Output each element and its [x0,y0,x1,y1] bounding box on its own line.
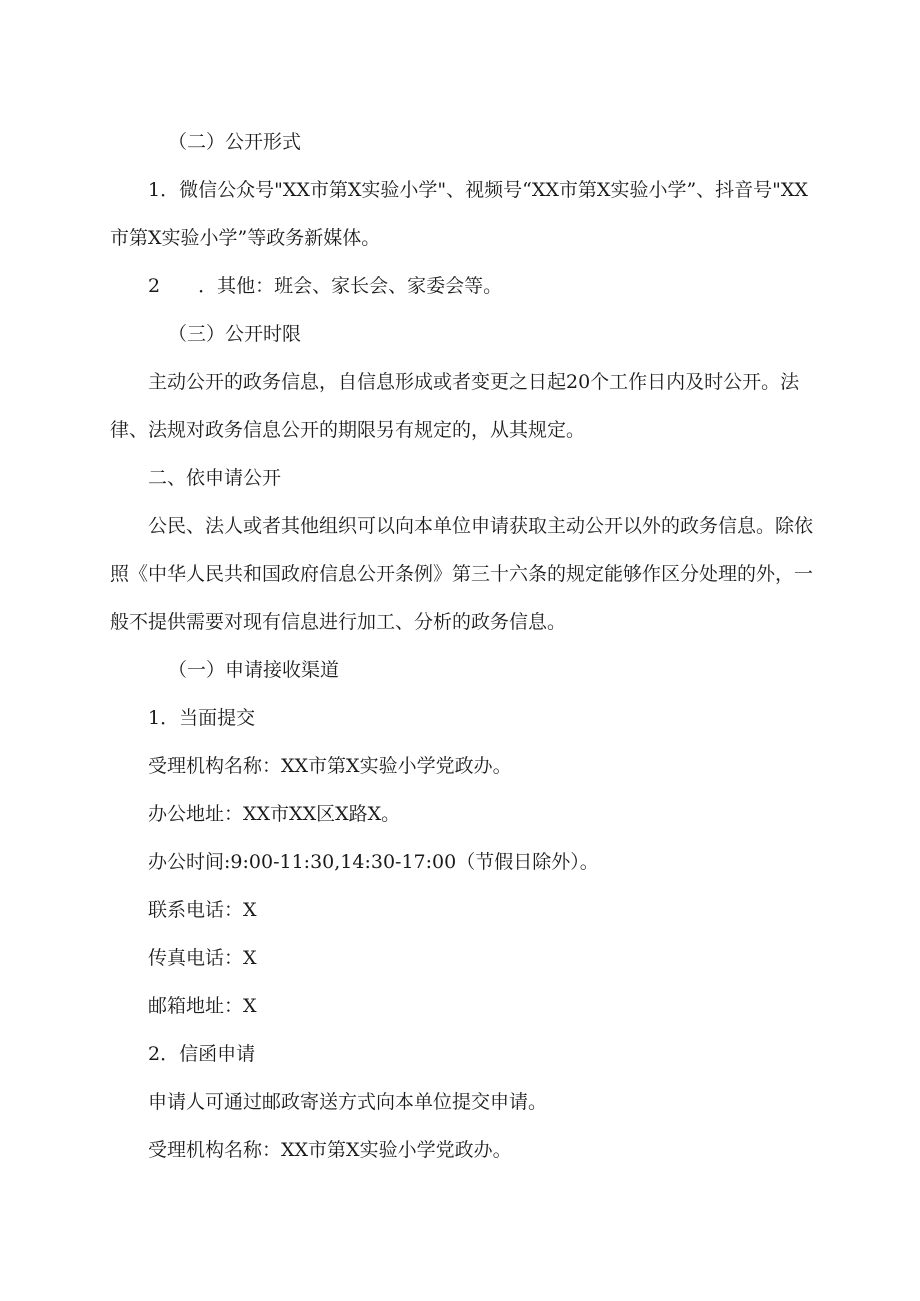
heading-application-channels: （一）申请接收渠道 [168,659,340,681]
heading-public-form: （二）公开形式 [168,131,302,153]
email-address: 邮箱地址：X [148,995,257,1017]
heading-public-time-limit: （三）公开时限 [168,323,302,345]
paragraph-time-limit: 主动公开的政务信息，自信息形成或者变更之日起20个工作日内及时公开。法律、法规对政务信息公开的期限另有规定的，从其规定。 [110,371,800,441]
office-address: 办公地址：XX市XX区X路X。 [148,803,401,825]
item-letter: 2．信函申请 [148,1043,256,1065]
item-wechat-channels: 1．微信公众号"XX市第X实验小学"、视频号“XX市第X实验小学”、抖音号"XX市第X实验小学”等政务新媒体。 [110,179,808,249]
item-other-channels: 2 ．其他：班会、家长会、家委会等。 [148,275,503,297]
paragraph-apply-disclosure: 公民、法人或者其他组织可以向本单位申请获取主动公开以外的政务信息。除依照《中华人民共和国政府信息公开条例》第三十六条的规定能够作区分处理的外，一般不提供需要对现有信息进行加工、分析的政务信息。 [110,515,814,633]
fax-phone: 传真电话：X [148,947,257,969]
contact-phone: 联系电话：X [148,899,257,921]
paragraph-letter: 申请人可通过邮政寄送方式向本单位提交申请。 [148,1091,548,1113]
item-in-person: 1．当面提交 [148,707,256,729]
org-name-letter: 受理机构名称：XX市第X实验小学党政办。 [148,1139,512,1161]
office-hours: 办公时间:9:00-11:30,14:30-17:00（节假日除外）。 [148,851,599,873]
document-body [110,118,815,1174]
heading-apply-disclosure: 二、依申请公开 [148,467,282,489]
org-name-in-person: 受理机构名称：XX市第X实验小学党政办。 [148,755,512,777]
